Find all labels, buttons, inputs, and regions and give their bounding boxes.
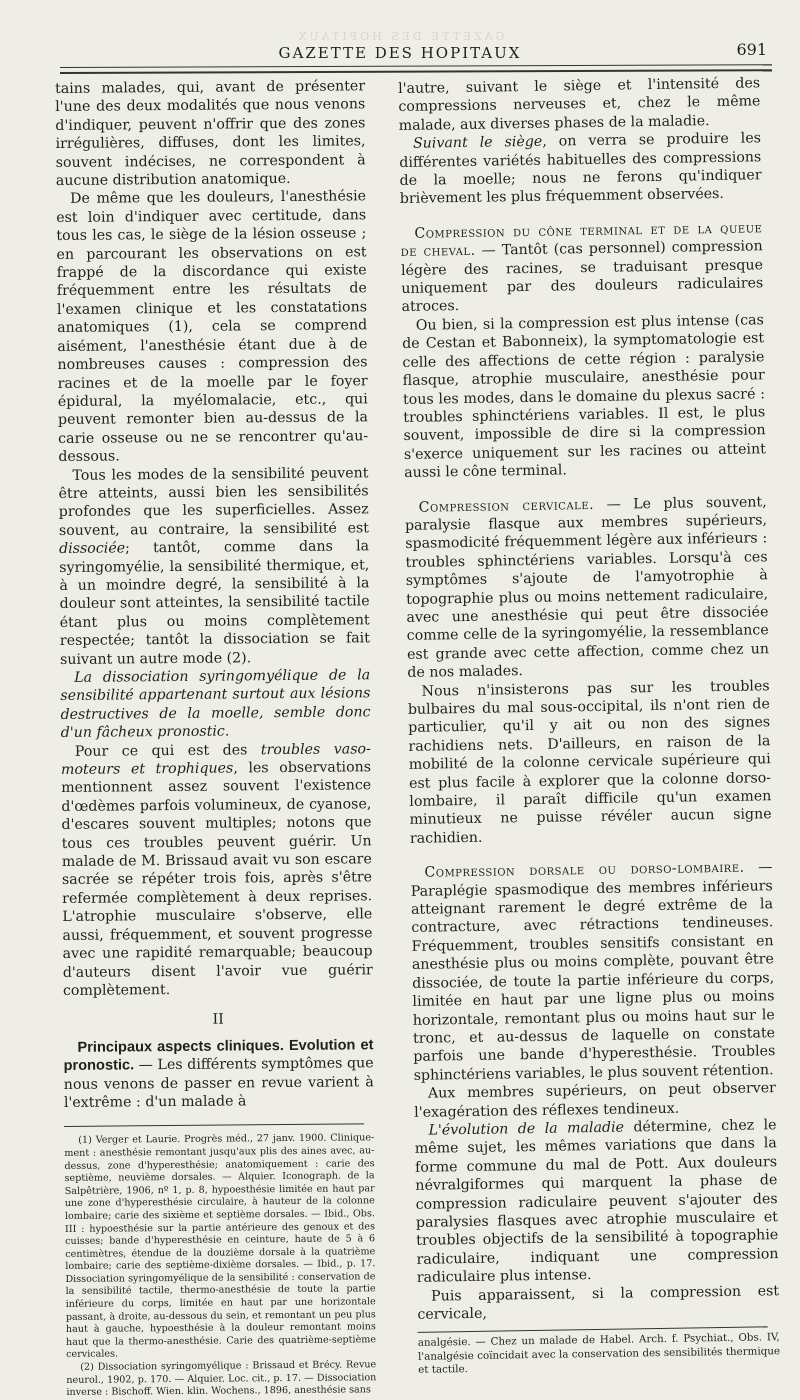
subsection-heading: Compression cervicale. (418, 496, 595, 516)
subsection-heading: Compression du cône terminal et de la queue de cheval. (400, 220, 763, 261)
paragraph: L'évolution de la maladie détermine, chez le même sujet, les mêmes variations que dans la forme commune du mal de Pott. Aux douleurs névralgiformes qui marquent la phase de compression radiculaire peuvent s'ajouter des paralysies flasques avec atrophie musculaire et troubles objectifs de la sensibilité à topographie radiculaire, indiquant une compression radiculaire plus intense. (414, 1117, 779, 1287)
header-rule-thick (60, 69, 772, 74)
paragraph-italic: La dissociation syringomyélique de la sensibilité appartenant surtout aux lésions destructives de la moelle, semble donc d'un fâcheux pronostic. (60, 667, 371, 742)
bleed-through-header: GAZETTE DES HOPITAUX (295, 30, 505, 43)
subsection-paragraph: Compression du cône terminal et de la queue de cheval. — Tantôt (cas personnel) compression légère des racines, se traduisant presque uniquement par des douleurs radiculaires atroces. (400, 220, 764, 316)
subsection-paragraph: Compression dorsale ou dorso-lombaire. — Paraplégie spasmodique des membres inférieurs atteignant rarement le degré extrême de la contracture, avec rétractions tendineuses. Fréquemment, troubles sensitifs consistant en anesthésie plus ou moins complète, pouvant être dissociée, de toute la partie inférieure du corps, limitée en haut par une ligne plus ou moins horizontale, remontant plus ou moins haut sur le tronc, et au-dessus de laquelle on constate parfois une bande d'hyperesthésie. Troubles sphinctériens variables, le plus souvent rétention. (410, 859, 776, 1084)
paragraph: Suivant le siège, on verra se produire les différentes variétés habituelles des compressions de la moelle; nous ne ferons qu'indiquer brièvement les plus fréquemment observées. (399, 130, 762, 208)
footnote-continuation: analgésie. — Chez un malade de Habel. Arch. f. Psychiat., Obs. IV, l'analgésie coïncidait avec la conservation des sensibilités thermique et tactile. (417, 1331, 781, 1377)
section-heading: Principaux aspects cliniques. Evolution et pronostic. (63, 1036, 374, 1075)
paragraph: Aux membres supérieurs, on peut observer l'exagération des réflexes tendineux. (414, 1080, 777, 1121)
right-column (398, 74, 780, 1377)
subsection-paragraph: Compression cervicale. — Le plus souvent, paralysie flasque aux membres supérieurs, spasmodicité fréquemment légère aux inférieurs : troubles sphinctériens variables. Lorsqu'à ces symptômes s'ajoute de l'amyotrophie à topographie plus ou moins nettement radiculaire, avec une anesthésie qui peut être dissociée comme celle de la syringomyélie, la ressemblance est grande avec cette affection, comme chez un de nos malades. (404, 493, 770, 682)
paragraph: De même que les douleurs, l'anesthésie est loin d'indiquer avec certitude, dans tous les cas, le siège de la lésion osseuse ; en parcourant les observations on est frappé de la discordance qui existe fréquemment entre les résultats de l'examen clinique et les constatations anatomiques (1), cela se comprend aisément, l'anesthésie étant due à de nombreuses causes : compression des racines et de la moelle par le foyer épidural, la myélomalacie, etc., qui peuvent remonter bien au-dessus de la carie osseuse ou ne se rencontrer qu'au-dessous. (56, 188, 369, 466)
header-rule-thin (60, 64, 772, 68)
paragraph: Nous n'insisterons pas sur les troubles bulbaires du mal sous-occipital, ils n'ont rien de particulier, qu'il y ait ou non des signes rachidiens nets. D'ailleurs, en raison de la mobilité de la colonne cervicale supérieure qui est plus facile à explorer que la colonne dorso-lombaire, il paraît difficile qu'un examen minutieux ne puisse révéler aucun signe rachidien. (407, 677, 772, 847)
footnote-rule (64, 1124, 364, 1128)
footnote: (2) Dissociation syringomyélique : Brissaud et Brécy. Revue neurol., 1902, p. 170. — Alquier. Loc. cit., p. 17. — Dissociation inverse : Bischoff. Wien. klin. Wochens., 1896, anesthésie sans (66, 1359, 377, 1399)
section-number: II (212, 1011, 224, 1028)
paragraph: Tous les modes de la sensibilité peuvent être atteints, aussi bien les sensibilités profondes que les superficielles. Assez souvent, au contraire, la sensibilité est dissociée; tantôt, comme dans la syringomyélie, la sensibilité thermique, et, à un moindre degré, la sensibilité à la douleur sont atteintes, la sensibilité tactile étant plus ou moins complètement respectée; tantôt la dissociation se fait suivant un autre mode (2). (58, 464, 370, 668)
running-header: GAZETTE DES HOPITAUX (278, 44, 522, 62)
paragraph: tains malades, qui, avant de présenter l'une des deux modalités que nous venons d'indiquer, peuvent n'offrir que des zones irrégulières, diffuses, dont les limites, souvent indécises, ne correspondent à aucune distribution anatomique. (55, 78, 366, 190)
left-column (55, 77, 377, 1399)
paragraph: Pour ce qui est des troubles vaso-moteurs et trophiques, les observations mentionnent assez souvent l'existence d'œdèmes parfois volumineux, de cyanose, d'escares souvent multiples; notons que tous ces troubles peuvent guérir. Un malade de M. Brissaud avait vu son escare sacrée se répéter trois fois, après s'être refermée complètement à deux reprises. L'atrophie musculaire s'observe, elle aussi, fréquemment, et souvent progresse avec une rapidité remarquable; beaucoup d'auteurs disent l'avoir vue guérir complètement. (60, 740, 373, 999)
page-number: 691 (736, 40, 767, 59)
paragraph: Puis apparaissent, si la compression est cervicale, (417, 1282, 780, 1323)
section-paragraph: Principaux aspects cliniques. Evolution et pronostic. — Les différents symptômes que nous venons de passer en revue varient à l'extrême : d'un malade à (63, 1036, 374, 1111)
paragraph: l'autre, suivant le siège et l'intensité des compressions nerveuses et, chez le même malade, aux diverses phases de la maladie. (398, 75, 761, 134)
paragraph: Ou bien, si la compression est plus intense (cas de Cestan et Babonneix), la symptomatologie est celle des affections de cette région : paralysie flasque, atrophie musculaire, anesthésie pour tous les modes, dans le domaine du plexus sacré : troubles sphinctériens variables. Il est, le plus souvent, impossible de dire si la compression s'exerce uniquement sur les racines ou atteint aussi le cône terminal. (402, 312, 766, 482)
subsection-heading: Compression dorsale ou dorso-lombaire. (424, 859, 745, 881)
footnote: (1) Verger et Laurie. Progrès méd., 27 janv. 1900. Clinique-ment : anesthésie remontant jusqu'aux plis des aines avec, au-dessus, zone d'hyperesthésie; anatomiquement : carie des septième, neuvième dorsales. — Alquier. Iconograph. de la Salpêtrière, 1906, nº 1, p. 8, hypoesthésie limitée en haut par une zone d'hyperesthésie circulaire, à hauteur de la colonne lombaire; carie des sixième et septième dorsales. — Ibid., Obs. III : hypoesthésie sur la partie antérieure des genoux et des cuisses; bande d'hyperesthésie en ceinture, haute de 5 à 6 centimètres, étendue de la douzième dorsale à la quatrième lombaire; carie des septième-dixième dorsales. — Ibid., p. 17. Dissociation syringomyélique de la sensibilité : conservation de la sensibilité tactile, thermo-anesthésie de toute la partie inférieure du corps, limitée en haut par une horizontale passant, à droite, au-dessous du sein, et remontant un peu plus haut à gauche, hypoesthésie à la douleur remontant moins haut que la thermo-anesthésie. Carie des quatrième-septième cervicales. (64, 1132, 377, 1361)
